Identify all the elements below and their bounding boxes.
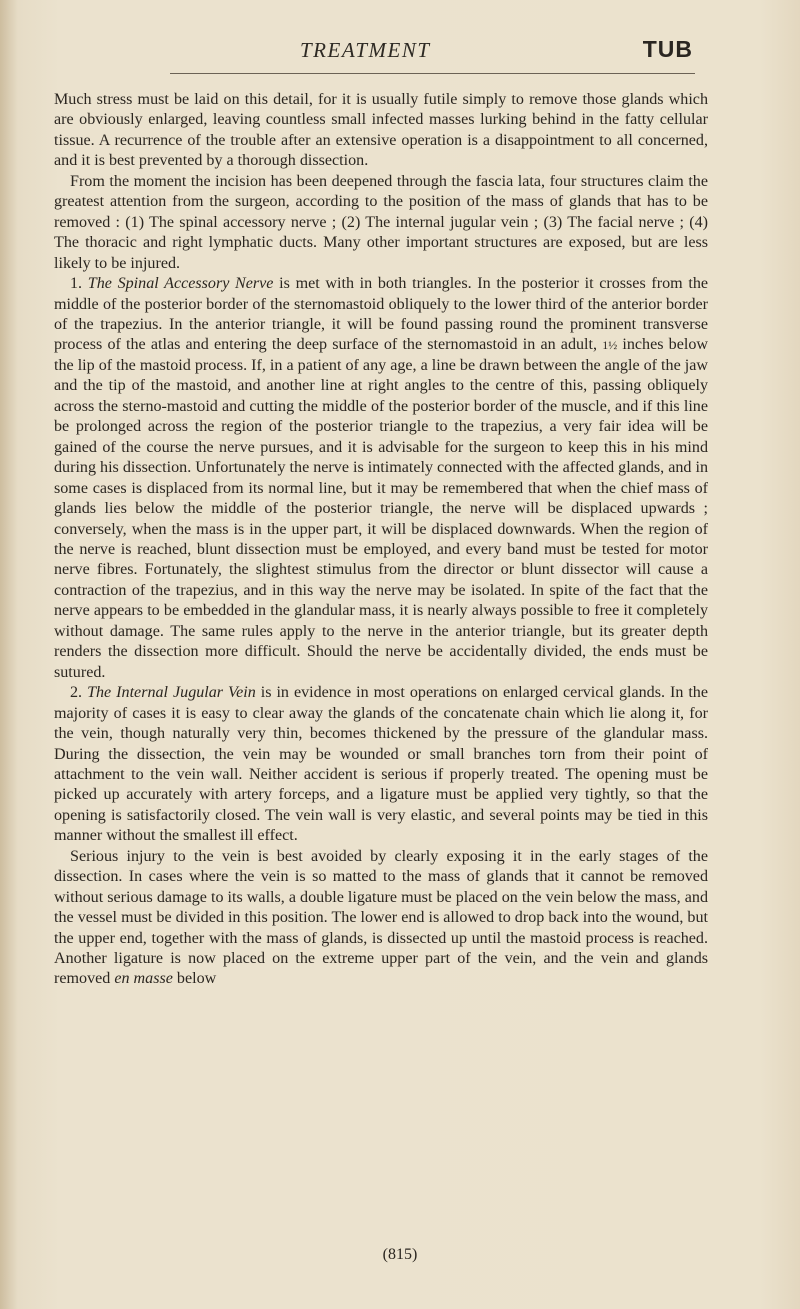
paragraph-structures: From the moment the incision has been deepened through the fascia lata, four structures claim the greatest attention from the surgeon, according to the position of the mass of glands that has to be removed : (1) The spinal accessory nerve ; (2) The internal jugular vein ; (3) The facial nerve ; (4) The thoracic and right lymphatic ducts. Many other important structures are exposed, but are less likely to be injured.: [54, 172, 708, 272]
body-text: [54, 90, 708, 990]
page-header: [0, 38, 800, 68]
paragraph-intro: Much stress must be laid on this detail, for it is usually futile simply to remove those glands which are obviously enlarged, leaving countless small infected masses lurking behind in the fatty cellular tissue. A recurrence of the trouble after an extensive operation is a disappointment to all concerned, and it is best prevented by a thorough dissection.: [54, 91, 708, 170]
running-head-tag: TUB: [642, 36, 693, 62]
section-number: 2.: [70, 684, 83, 702]
paragraph-spinal-accessory-nerve: 1. The Spinal Accessory Nerve is met with in both triangles. In the posterior it crosses from the middle of the posterior border of the sternomastoid obliquely to the lower third of the anterior border of the trapezius. In the anterior triangle, it will be found passing round the prominent transverse process of the atlas and entering the deep surface of the sternomastoid in an adult, 1½ inches below the lip of the mastoid process. If, in a patient of any age, a line be drawn between the angle of the jaw and the tip of the mastoid, and another line at right angles to the centre of this, passing obliquely across the sterno-mastoid and cutting the middle of the posterior border of the muscle, and if this line be prolonged across the region of the posterior triangle to the trapezius, a very fair idea will be gained of the course the nerve pursues, and it is advisable for the surgeon to keep this in his mind during his dissection. Unfortunately the nerve is intimately connected with the affected glands, and in some cases is displaced from its normal line, but it may be remembered that when the chief mass of glands lies below the middle of the posterior triangle, the nerve will be displaced upwards ; conversely, when the mass is in the upper part, it will be displaced downwards. When the region of the nerve is reached, blunt dissection must be employed, and every band must be tested for motor nerve fibres. Fortunately, the slightest stimulus from the director or blunt dissector will cause a contraction of the trapezius, and in this way the nerve may be isolated. In spite of the fact that the nerve appears to be embedded in the glandular mass, it is nearly always possible to free it completely without damage. The same rules apply to the nerve in the anterior triangle, but its greater depth renders the dissection more difficult. Should the nerve be accidentally divided, the ends must be sutured.: [54, 275, 709, 681]
page-number: (815): [382, 1246, 418, 1263]
italic-phrase: en masse: [114, 970, 173, 988]
section-title: The Internal Jugular Vein: [87, 684, 256, 702]
header-rule: [170, 73, 695, 74]
running-head: TREATMENT: [300, 38, 431, 62]
section-title: The Spinal Accessory Nerve: [87, 275, 274, 293]
fraction: 1½: [602, 338, 618, 353]
section-number: 1.: [70, 275, 83, 293]
paragraph-vein-injury: Serious injury to the vein is best avoided by clearly exposing it in the early stages of the dissection. In cases where the vein is so matted to the mass of glands that it cannot be removed without serious damage to its walls, a double ligature must be placed on the vein below the mass, and the vessel must be divided in this position. The lower end is allowed to drop back into the wound, but the upper end, together with the mass of glands, is dissected up until the mastoid process is reached. Another ligature is now placed on the extreme upper part of the vein, and the vein and glands removed en masse below: [54, 847, 708, 988]
paragraph-internal-jugular-vein: 2. The Internal Jugular Vein is in evidence in most operations on enlarged cervical glands. In the majority of cases it is easy to clear away the glands of the concatenate chain which lie along it, for the vein, though naturally very thin, becomes thickened by the pressure of the glandular mass. During the dissection, the vein may be wounded or small branches torn from their point of attachment to the vein wall. Neither accident is serious if properly treated. The opening must be picked up accurately with artery forceps, and a ligature must be applied very tightly, so that the opening is satisfactorily closed. The vein wall is very elastic, and several points may be tied in this manner without the smallest ill effect.: [54, 684, 709, 845]
